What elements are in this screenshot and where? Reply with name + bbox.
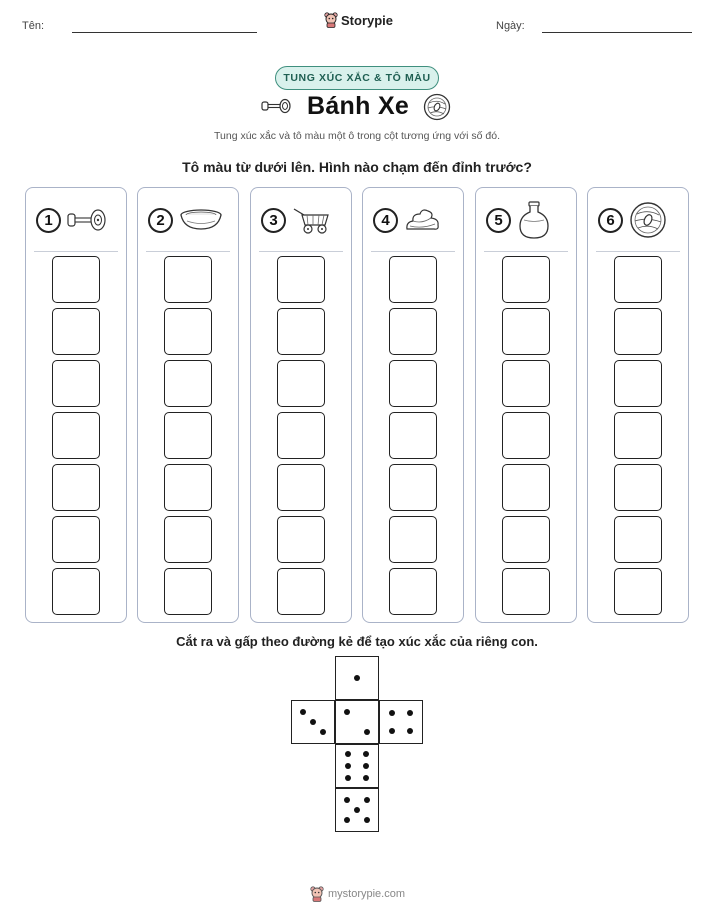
column-divider: [34, 251, 118, 252]
color-box[interactable]: [52, 412, 100, 459]
dice-pip: [363, 751, 369, 757]
dice-pip: [389, 728, 395, 734]
column-6: [587, 187, 689, 623]
color-box[interactable]: [164, 568, 212, 615]
color-box[interactable]: [502, 516, 550, 563]
column-2: [137, 187, 239, 623]
color-box[interactable]: [52, 360, 100, 407]
color-box[interactable]: [614, 464, 662, 511]
color-box[interactable]: [502, 568, 550, 615]
name-label: Tên:: [22, 20, 45, 32]
color-box[interactable]: [614, 308, 662, 355]
cut-instruction: Cắt ra và gấp theo đường kẻ để tạo xúc xắc của riêng con.: [176, 634, 538, 649]
vase-icon: [517, 200, 551, 240]
dice-pip: [363, 775, 369, 781]
dice-face-3: [291, 700, 335, 744]
dice-pip: [344, 709, 350, 715]
color-box[interactable]: [277, 516, 325, 563]
color-box[interactable]: [389, 256, 437, 303]
color-box[interactable]: [164, 464, 212, 511]
color-box[interactable]: [502, 360, 550, 407]
color-box[interactable]: [277, 464, 325, 511]
column-divider: [146, 251, 230, 252]
color-box[interactable]: [614, 256, 662, 303]
dice-pip: [310, 719, 316, 725]
color-box[interactable]: [164, 256, 212, 303]
dice-pip: [344, 797, 350, 803]
dumbbell-icon: [261, 98, 291, 114]
color-box[interactable]: [52, 516, 100, 563]
dice-pip: [364, 817, 370, 823]
color-box[interactable]: [389, 464, 437, 511]
date-label: Ngày:: [496, 20, 525, 32]
dice-pip: [364, 797, 370, 803]
color-box[interactable]: [277, 308, 325, 355]
column-number: 4: [373, 208, 398, 233]
title-row: [0, 92, 714, 124]
dice-pip: [320, 729, 326, 735]
color-box[interactable]: [389, 516, 437, 563]
dumbbell-icon: [67, 207, 107, 233]
color-box[interactable]: [52, 308, 100, 355]
color-box[interactable]: [277, 256, 325, 303]
color-box[interactable]: [614, 568, 662, 615]
dice-face-6: [335, 744, 379, 788]
column-number: 2: [148, 208, 173, 233]
color-box[interactable]: [164, 360, 212, 407]
dice-pip: [345, 763, 351, 769]
date-line[interactable]: [542, 32, 692, 33]
dice-pip: [300, 709, 306, 715]
wagon-icon: [292, 205, 332, 235]
color-box[interactable]: [164, 516, 212, 563]
dice-face-4: [379, 700, 423, 744]
column-1: [25, 187, 127, 623]
column-number: 3: [261, 208, 286, 233]
subtitle: Tung xúc xắc và tô màu một ô trong cột tương ứng với số đó.: [214, 130, 500, 142]
color-box[interactable]: [52, 464, 100, 511]
color-box[interactable]: [277, 568, 325, 615]
color-box[interactable]: [614, 412, 662, 459]
column-3: [250, 187, 352, 623]
color-box[interactable]: [389, 412, 437, 459]
cream-dollop-icon: [404, 207, 442, 233]
color-box[interactable]: [277, 412, 325, 459]
column-divider: [596, 251, 680, 252]
color-box[interactable]: [614, 360, 662, 407]
column-number: 1: [36, 208, 61, 233]
color-box[interactable]: [502, 256, 550, 303]
name-line[interactable]: [72, 32, 257, 33]
bowl-icon: [179, 207, 223, 233]
wooden-wheel-icon: [629, 201, 667, 239]
color-box[interactable]: [277, 360, 325, 407]
footer: [310, 886, 405, 902]
column-number: 5: [486, 208, 511, 233]
color-box[interactable]: [164, 308, 212, 355]
dice-pip: [345, 751, 351, 757]
color-box[interactable]: [52, 568, 100, 615]
color-box[interactable]: [502, 308, 550, 355]
color-box[interactable]: [614, 516, 662, 563]
activity-badge: TUNG XÚC XẮC & TÔ MÀU: [275, 66, 439, 90]
footer-url[interactable]: mystorypie.com: [328, 888, 406, 900]
wooden-wheel-icon: [423, 93, 451, 121]
dice-face-1: [335, 656, 379, 700]
dice-pip: [363, 763, 369, 769]
column-divider: [259, 251, 343, 252]
brand-name: Storypie: [341, 12, 394, 28]
instruction: Tô màu từ dưới lên. Hình nào chạm đến đỉnh trước?: [182, 159, 532, 175]
brand-logo: [324, 12, 393, 28]
dice-pip: [354, 675, 360, 681]
color-box[interactable]: [389, 308, 437, 355]
column-5: [475, 187, 577, 623]
column-4: [362, 187, 464, 623]
color-box[interactable]: [52, 256, 100, 303]
column-divider: [371, 251, 455, 252]
dice-pip: [389, 710, 395, 716]
color-box[interactable]: [389, 568, 437, 615]
dice-pip: [344, 817, 350, 823]
dice-face-5: [335, 788, 379, 832]
color-box[interactable]: [164, 412, 212, 459]
dice-pip: [407, 710, 413, 716]
dice-pip: [407, 728, 413, 734]
storypie-bear-icon: [310, 886, 324, 902]
column-number: 6: [598, 208, 623, 233]
dice-pip: [354, 807, 360, 813]
storypie-bear-icon: [324, 12, 338, 28]
color-box[interactable]: [502, 412, 550, 459]
color-box[interactable]: [389, 360, 437, 407]
color-box[interactable]: [502, 464, 550, 511]
dice-pip: [364, 729, 370, 735]
column-divider: [484, 251, 568, 252]
dice-face-2: [335, 700, 379, 744]
page-title: Bánh Xe: [307, 92, 410, 120]
dice-pip: [345, 775, 351, 781]
